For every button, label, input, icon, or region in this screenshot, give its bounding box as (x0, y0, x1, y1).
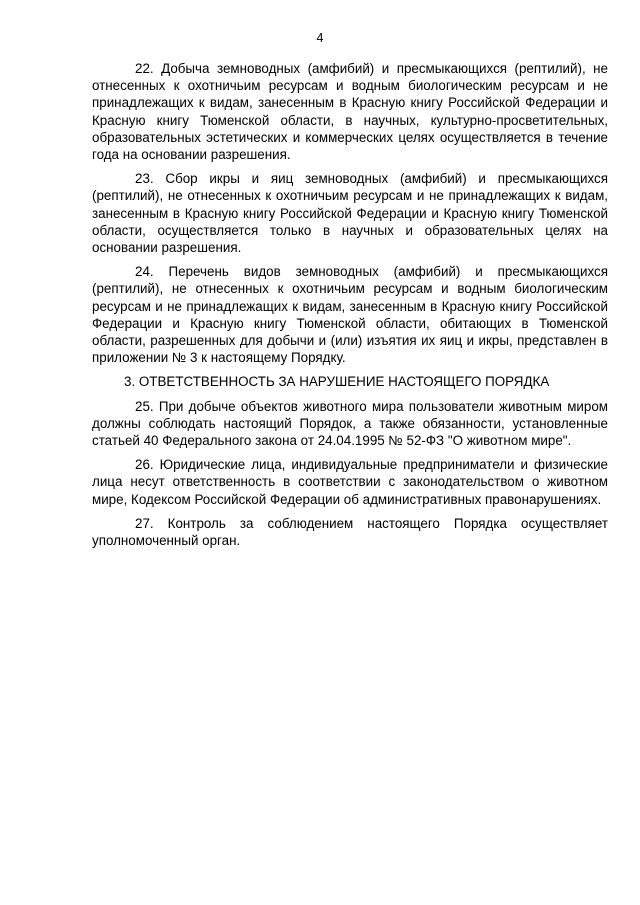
page-number: 4 (316, 31, 324, 45)
section-3-heading: 3. ОТВЕТСТВЕННОСТЬ ЗА НАРУШЕНИЕ НАСТОЯЩЕГО ПОРЯДКА (124, 374, 550, 390)
paragraph-25: 25. При добыче объектов животного мира пользователи животным миром должны соблюдать настоящий Порядок, а также обязанности, установленные статьей 40 Федерального закона от 24.04.1995 № 52-ФЗ "О животном мире". (92, 398, 608, 449)
paragraph-26: 26. Юридические лица, индивидуальные предприниматели и физические лица несут ответственность в соответствии с законодательством о животном мире, Кодексом Российской Федерации об административных правонарушениях. (92, 457, 608, 507)
paragraph-23: 23. Сбор икры и яиц земноводных (амфибий) и пресмыкающихся (рептилий), не отнесенных к охотничьим ресурсам и не принадлежащих к видам, занесенным в Красную книгу Российской Федерации и Красную книгу Тюменской области, осуществляется только в научных и образовательных целях на основании разрешения. (92, 171, 608, 256)
paragraph-27: 27. Контроль за соблюдением настоящего Порядка осуществляет уполномоченный орган. (92, 515, 608, 549)
document-body (92, 60, 608, 556)
paragraph-22: 22. Добыча земноводных (амфибий) и пресмыкающихся (рептилий), не отнесенных к охотничьим ресурсам и водным биологическим ресурсам и не принадлежащих к видам, занесенным в Красную книгу Российской Федерации и Красную книгу Тюменской области, в научных, культурно-просветительных, образовательных эстетических и коммерческих целях осуществляется в течение года на основании разрешения. (92, 61, 608, 163)
paragraph-24: 24. Перечень видов земноводных (амфибий) и пресмыкающихся (рептилий), не отнесенных к охотничьим ресурсам и водным биологическим ресурсам и не принадлежащих к видам, занесенным в Красную книгу Российской Федерации и Красную книгу Тюменской области, обитающих в Тюменской области, разрешенных для добычи и (или) изъятия их яиц и икры, представлен в приложении № 3 к настоящему Порядку. (92, 264, 608, 366)
